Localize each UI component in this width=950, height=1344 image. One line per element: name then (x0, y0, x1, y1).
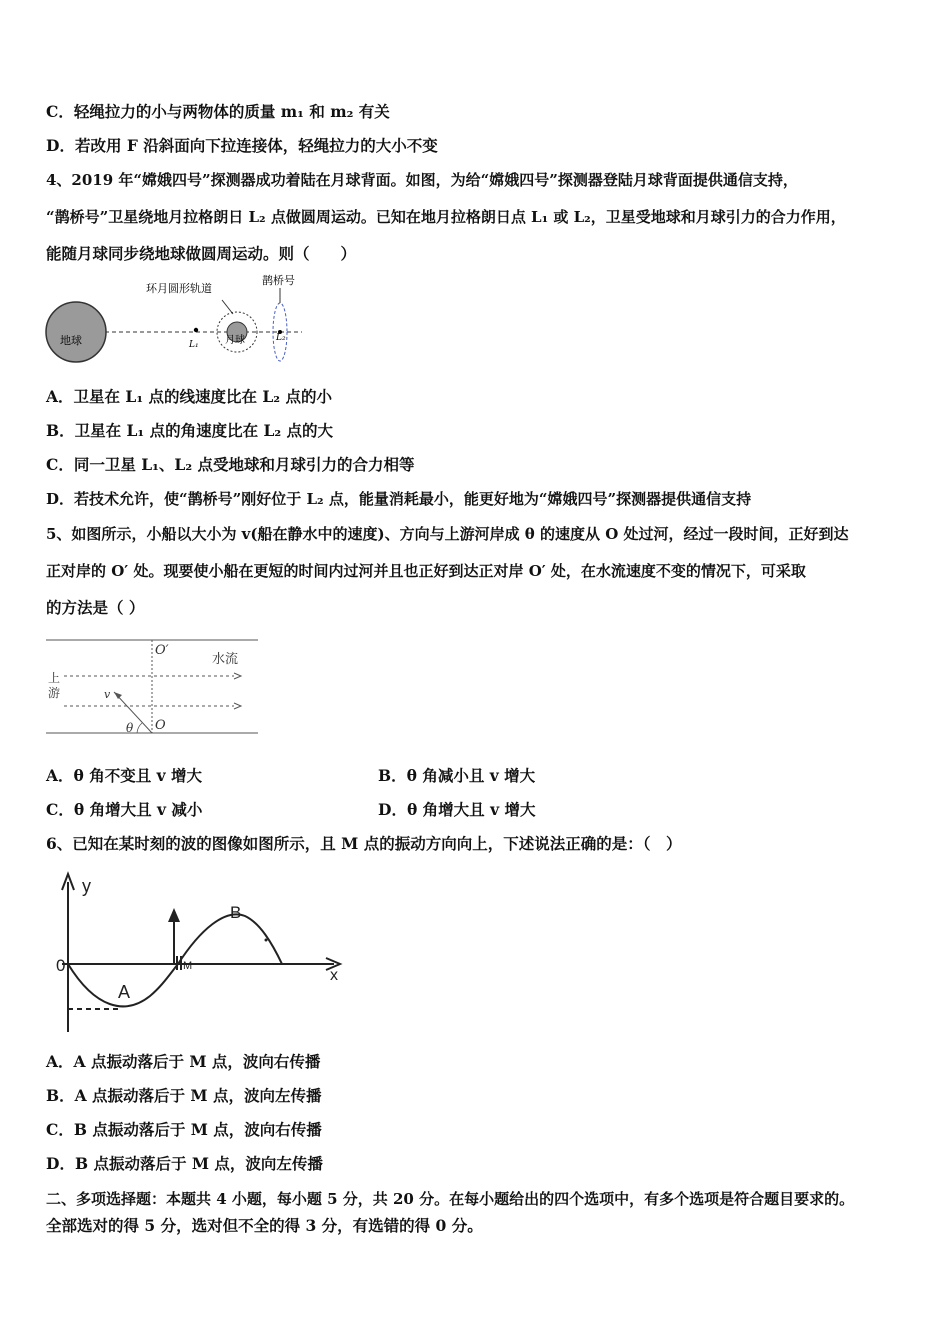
earth-moon-diagram (40, 270, 310, 370)
flow-label: 水流 (212, 652, 239, 667)
q4-option-d: D．若技术允许，使“鹊桥号”刚好位于 L₂ 点，能量消耗最小，能更好地为“嫦娥四号”探测器提供通信支持 (46, 490, 752, 508)
v-label: v (104, 688, 111, 701)
y-axis-label: y (82, 876, 91, 896)
l2-label: L₂ (276, 333, 286, 343)
q6-option-a: A．A 点振动落后于 M 点，波向右传播 (46, 1052, 321, 1071)
l1-point (194, 328, 198, 332)
origin-label: 0 (56, 956, 66, 975)
earth-circle (46, 302, 106, 362)
q4-option-a: A．卫星在 L₁ 点的线速度比在 L₂ 点的小 (46, 387, 332, 406)
q3-option-d: D．若改用 F 沿斜面向下拉连接体，轻绳拉力的大小不变 (46, 136, 438, 155)
x-axis-label: x (330, 967, 338, 984)
q5-stem-line3: 的方法是（ ） (46, 598, 145, 617)
q3-option-c: C．轻绳拉力的小与两物体的质量 m₁ 和 m₂ 有关 (46, 102, 390, 121)
o-label: O (155, 718, 166, 733)
m-point-label: M (183, 960, 193, 972)
q4-option-b: B．卫星在 L₁ 点的角速度比在 L₂ 点的大 (46, 421, 334, 440)
q5-stem-line2: 正对岸的 O′ 处。现要使小船在更短的时间内过河并且也正好到达正对岸 O′ 处，在水流速度不变的情况下，可采取 (46, 562, 806, 580)
wave-diagram (50, 868, 350, 1040)
theta-label: θ (126, 721, 134, 735)
q6-option-c: C．B 点振动落后于 M 点，波向右传播 (46, 1120, 322, 1139)
q4-stem-line1: 4、2019 年“嫦娥四号”探测器成功着陆在月球背面。如图，为给“嫦娥四号”探测器登陆月球背面提供通信支持， (46, 171, 798, 189)
o-prime-label: O′ (155, 643, 169, 658)
q6-option-b: B．A 点振动落后于 M 点，波向左传播 (46, 1086, 322, 1105)
section2-heading: 二、多项选择题：本题共 4 小题，每小题 5 分，共 20 分。在每小题给出的四个选项中，有多个选项是符合题目要求的。 (46, 1190, 855, 1208)
q5-option-b: B．θ 角减小且 v 增大 (378, 766, 536, 785)
section2-scoring: 全部选对的得 5 分，选对但不全的得 3 分，有选错的得 0 分。 (46, 1216, 483, 1235)
q6-option-d: D．B 点振动落后于 M 点，波向左传播 (46, 1154, 323, 1173)
upstream-label-2: 游 (48, 686, 61, 700)
q4-stem-line2: “鹊桥号”卫星绕地月拉格朗日 L₂ 点做圆周运动。已知在地月拉格朗日点 L₁ 或 L₂，卫星受地球和月球引力的合力作用， (46, 208, 846, 226)
q6-stem: 6、已知在某时刻的波的图像如图所示，且 M 点的振动方向向上，下述说法正确的是：（ ） (46, 834, 682, 853)
orbit-label: 环月圆形轨道 (146, 283, 212, 295)
b-point-label: B (230, 903, 242, 922)
q5-stem-line1: 5、如图所示，小船以大小为 v(船在静水中的速度)、方向与上游河岸成 θ 的速度从 O 处过河，经过一段时间，正好到达 (46, 525, 849, 543)
q5-option-c: C．θ 角增大且 v 减小 (46, 800, 203, 819)
l1-label: L₁ (189, 340, 199, 350)
upstream-label-1: 上 (48, 671, 61, 685)
q4-option-c: C．同一卫星 L₁、L₂ 点受地球和月球引力的合力相等 (46, 455, 415, 474)
river-crossing-diagram (44, 632, 262, 740)
q5-option-d: D．θ 角增大且 v 增大 (378, 800, 536, 819)
moon-label: 月球 (225, 335, 245, 346)
relay-label: 鹊桥号 (262, 275, 295, 287)
a-point-label: A (118, 982, 131, 1002)
earth-label: 地球 (60, 335, 82, 347)
q4-stem-line3: 能随月球同步绕地球做圆周运动。则（ ） (46, 244, 357, 263)
q5-option-a: A．θ 角不变且 v 增大 (46, 766, 203, 785)
